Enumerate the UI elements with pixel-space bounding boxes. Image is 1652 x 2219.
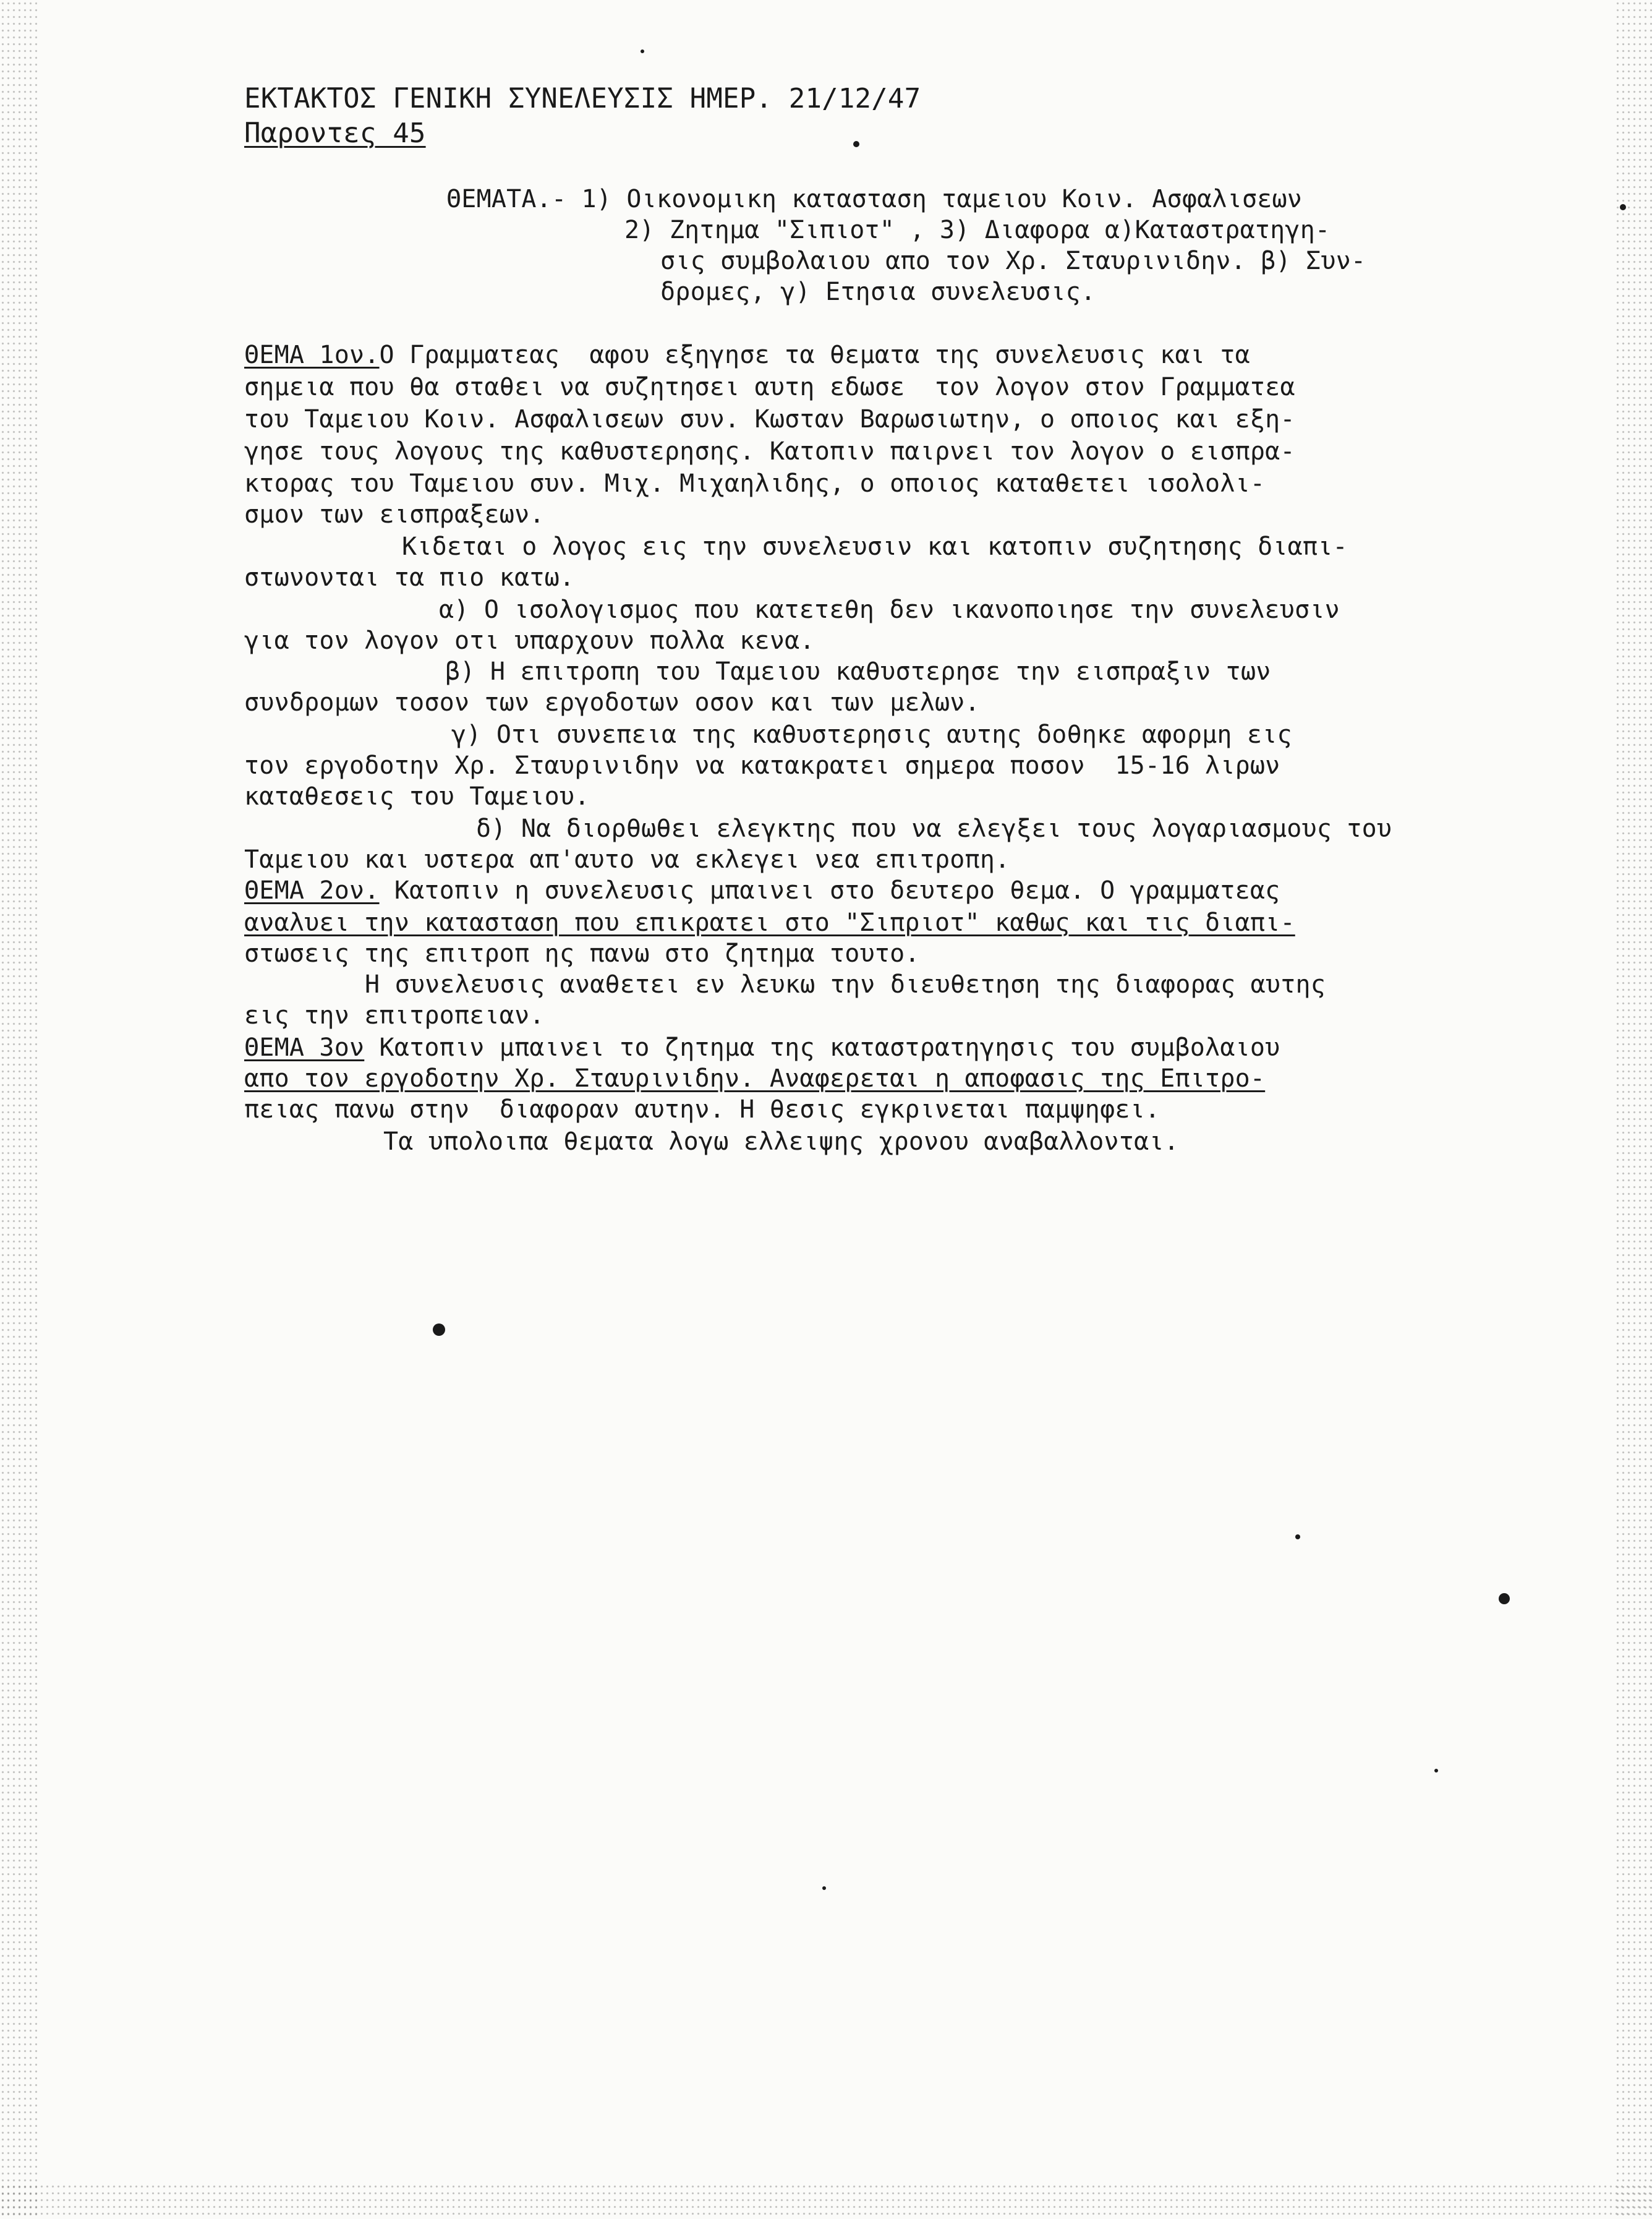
paragraph-line: σημεια που θα σταθει να συζητησει αυτη εδωσε τον λογον στον Γραμματεα <box>244 373 1295 401</box>
paragraph-line: α) Ο ισολογισμος που κατετεθη δεν ικανοποιησε την συνελευσιν <box>439 596 1340 624</box>
paragraph-line: γησε τους λογους της καθυστερησης. Κατοπιν παιρνει τον λογον ο εισπρα- <box>244 437 1295 466</box>
paragraph-line: γ) Οτι συνεπεια της καθυστερησις αυτης δοθηκε αφορμη εις <box>451 720 1292 749</box>
scan-speck <box>641 49 644 53</box>
paragraph-line: στωσεις της επιτροπ ης πανω στο ζητημα τουτο. <box>244 939 920 968</box>
scan-speck <box>433 1323 445 1336</box>
scan-speck <box>1499 1593 1510 1604</box>
paragraph-line: Κιδεται ο λογος εις την συνελευσιν και κατοπιν συζητησης διαπι- <box>402 532 1348 561</box>
scan-edge-noise <box>0 0 37 2219</box>
paragraph-line: Τα υπολοιπα θεματα λογω ελλειψης χρονου αναβαλλονται. <box>383 1127 1179 1156</box>
paragraph-line: σμον των εισπραξεων. <box>244 500 545 529</box>
paragraph-line: κτορας του Ταμειου συν. Μιχ. Μιχαηλιδης, ο οποιος καταθετει ισολολι- <box>244 469 1266 498</box>
scan-speck <box>1295 1534 1300 1539</box>
paragraph-line: β) Η επιτροπη του Ταμειου καθυστερησε την εισπραξιν των <box>445 657 1271 686</box>
thema-2-label: ΘΕΜΑ 2ον. <box>244 876 380 905</box>
scan-speck <box>1620 204 1626 210</box>
agenda-line: δρομες, γ) Ετησια συνελευσις. <box>660 278 1096 306</box>
document-title: ΕΚΤΑΚΤΟΣ ΓΕΝΙΚΗ ΣΥΝΕΛΕΥΣΙΣ ΗΜΕΡ. 21/12/47 <box>244 83 921 114</box>
agenda-line: 2) Ζητημα "Σιπιοτ" , 3) Διαφορα α)Καταστρατηγη- <box>624 216 1331 244</box>
paragraph-line <box>244 339 1250 371</box>
scan-speck <box>1434 1769 1438 1772</box>
paragraph-line: αναλυει την κατασταση που επικρατει στο "Σιπριοτ" καθως και τις διαπι- <box>244 909 1295 937</box>
paragraph-line: του Ταμειου Κοιν. Ασφαλισεων συν. Κωσταν Βαρωσιωτην, ο οποιος και εξη- <box>244 405 1295 434</box>
paragraph-line: τον εργοδοτην Χρ. Σταυρινιδην να κατακρατει σημερα ποσον 15-16 λιρων <box>244 751 1280 780</box>
paragraph-text: Κατοπιν μπαινει το ζητημα της καταστρατηγησις του συμβολαιου <box>364 1033 1280 1062</box>
agenda-line: σις συμβολαιου απο τον Χρ. Σταυρινιδην. β) Συν- <box>660 247 1366 275</box>
paragraph-text: Ο Γραμματεας αφου εξηγησε τα θεματα της συνελευσις και τα <box>379 341 1250 369</box>
paragraph-line: Ταμειου και υστερα απ'αυτο να εκλεγει νεα επιτροπη. <box>244 845 1010 874</box>
paragraph-line: πειας πανω στην διαφοραν αυτην. Η θεσις εγκρινεται παμψηφει. <box>244 1095 1160 1124</box>
paragraph-line <box>244 1032 1280 1064</box>
paragraph-line: Η συνελευσις αναθετει εν λευκω την διευθετηση της διαφορας αυτης <box>365 970 1326 999</box>
thema-3-label: ΘΕΜΑ 3ον <box>244 1033 365 1062</box>
paragraph-line: για τον λογον οτι υπαρχουν πολλα κενα. <box>244 626 815 655</box>
thema-1-label: ΘΕΜΑ 1ον. <box>244 341 380 369</box>
paragraph-line: στωνονται τα πιο κατω. <box>244 563 575 592</box>
paragraph-line: απο τον εργοδοτην Χρ. Σταυρινιδην. Αναφερεται η αποφασις της Επιτρο- <box>244 1064 1266 1093</box>
scan-edge-noise <box>0 2183 1652 2219</box>
paragraph-line: συνδρομων τοσον των εργοδοτων οσον και των μελων. <box>244 688 980 717</box>
paragraph-line: δ) Να διορθωθει ελεγκτης που να ελεγξει τους λογαριασμους του <box>476 814 1392 843</box>
agenda-line: ΘΕΜΑΤΑ.- 1) Οικονομικη κατασταση ταμειου Κοιν. Ασφαλισεων <box>446 185 1303 213</box>
scan-speck <box>822 1886 826 1890</box>
paragraph-line: καταθεσεις του Ταμειου. <box>244 782 590 811</box>
scan-speck <box>853 141 859 147</box>
paragraph-text: Κατοπιν η συνελευσις μπαινει στο δευτερο θεμα. Ο γραμματεας <box>379 876 1280 905</box>
attendance-count: Παροντες 45 <box>244 118 426 149</box>
scan-edge-noise <box>1615 0 1652 2219</box>
paragraph-line <box>244 874 1280 907</box>
paragraph-line: εις την επιτροπειαν. <box>244 1001 545 1030</box>
